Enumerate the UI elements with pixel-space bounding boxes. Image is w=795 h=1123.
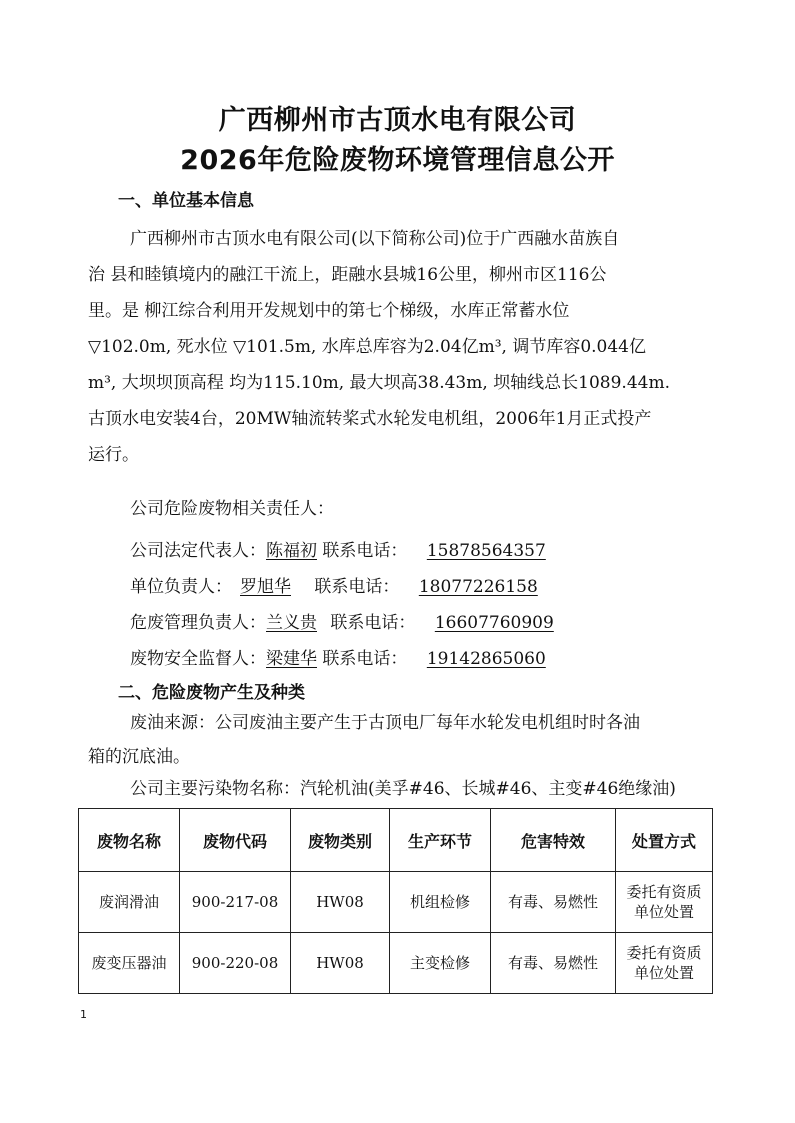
paragraph-line: 古顶水电安装4台，20MW轴流转桨式水轮发电机组，2006年1月正式投产: [88, 409, 652, 429]
table-cell: 900-220-08: [180, 933, 291, 994]
person-row: [130, 536, 546, 561]
paragraph-line: m³, 大坝坝顶高程 均为115.10m, 最大坝高38.43m, 坝轴线总长1089.44m.: [88, 373, 670, 393]
paragraph-line: 箱的沉底油。: [88, 747, 190, 767]
page-number: 1: [80, 1008, 87, 1021]
column-header: 废物类别: [291, 809, 390, 872]
responsible-intro: 公司危险废物相关责任人：: [130, 499, 334, 519]
table-cell: HW08: [291, 933, 390, 994]
section2-heading: 二、危险废物产生及种类: [118, 683, 305, 703]
column-header: 处置方式: [616, 809, 713, 872]
phone-number: 18077226158: [418, 577, 538, 597]
phone-number: 19142865060: [426, 649, 546, 669]
table-cell: 委托有资质单位处置: [616, 933, 713, 994]
table-cell: 委托有资质单位处置: [616, 872, 713, 933]
column-header: 废物名称: [79, 809, 180, 872]
table-cell: 废变压器油: [79, 933, 180, 994]
table-cell: 有毒、易燃性: [491, 872, 616, 933]
paragraph-line: ▽102.0m, 死水位 ▽101.5m, 水库总库容为2.04亿m³, 调节库容0.044亿: [88, 337, 647, 357]
phone-number: 16607760909: [434, 613, 554, 633]
phone-label: 联系电话：: [322, 541, 408, 561]
person-name: 兰义贵: [266, 613, 317, 633]
section1-heading: 一、单位基本信息: [118, 191, 254, 211]
pollutants-line: 公司主要污染物名称：汽轮机油(美孚#46、长城#46、主变#46绝缘油): [130, 779, 676, 799]
document-title-line2: 2026年危险废物环境管理信息公开: [180, 145, 615, 176]
column-header: 危害特效: [491, 809, 616, 872]
person-role: 危废管理负责人：: [130, 613, 266, 633]
phone-number: 15878564357: [426, 541, 546, 561]
phone-label: 联系电话：: [314, 577, 400, 597]
column-header: 废物代码: [180, 809, 291, 872]
person-name: 陈福初: [266, 541, 317, 561]
paragraph-line: 废油来源：公司废油主要产生于古顶电厂每年水轮发电机组时时各油: [130, 713, 640, 733]
table-cell: HW08: [291, 872, 390, 933]
paragraph-line: 广西柳州市古顶水电有限公司(以下简称公司)位于广西融水苗族自: [130, 229, 620, 249]
table-cell: 主变检修: [390, 933, 491, 994]
table-cell: 900-217-08: [180, 872, 291, 933]
table-row: [79, 933, 713, 994]
waste-table: [78, 808, 713, 994]
table-cell: 机组检修: [390, 872, 491, 933]
document-title-line1: 广西柳州市古顶水电有限公司: [218, 105, 577, 136]
table-header-row: [79, 809, 713, 872]
table-cell: 废润滑油: [79, 872, 180, 933]
phone-label: 联系电话：: [322, 649, 408, 669]
person-role: 公司法定代表人：: [130, 541, 266, 561]
person-row: [130, 644, 546, 669]
person-name: 梁建华: [266, 649, 317, 669]
person-role: 单位负责人：: [130, 577, 232, 597]
person-name: 罗旭华: [240, 577, 291, 597]
paragraph-line: 治 县和睦镇境内的融江干流上，距融水县城16公里，柳州市区116公: [88, 265, 607, 285]
paragraph-line: 里。是 柳江综合利用开发规划中的第七个梯级，水库正常蓄水位: [88, 301, 570, 321]
person-role: 废物安全监督人：: [130, 649, 266, 669]
person-row: [130, 572, 538, 597]
phone-label: 联系电话：: [330, 613, 416, 633]
table-row: [79, 872, 713, 933]
person-row: [130, 608, 554, 633]
paragraph-line: 运行。: [88, 445, 139, 465]
table-cell: 有毒、易燃性: [491, 933, 616, 994]
column-header: 生产环节: [390, 809, 491, 872]
